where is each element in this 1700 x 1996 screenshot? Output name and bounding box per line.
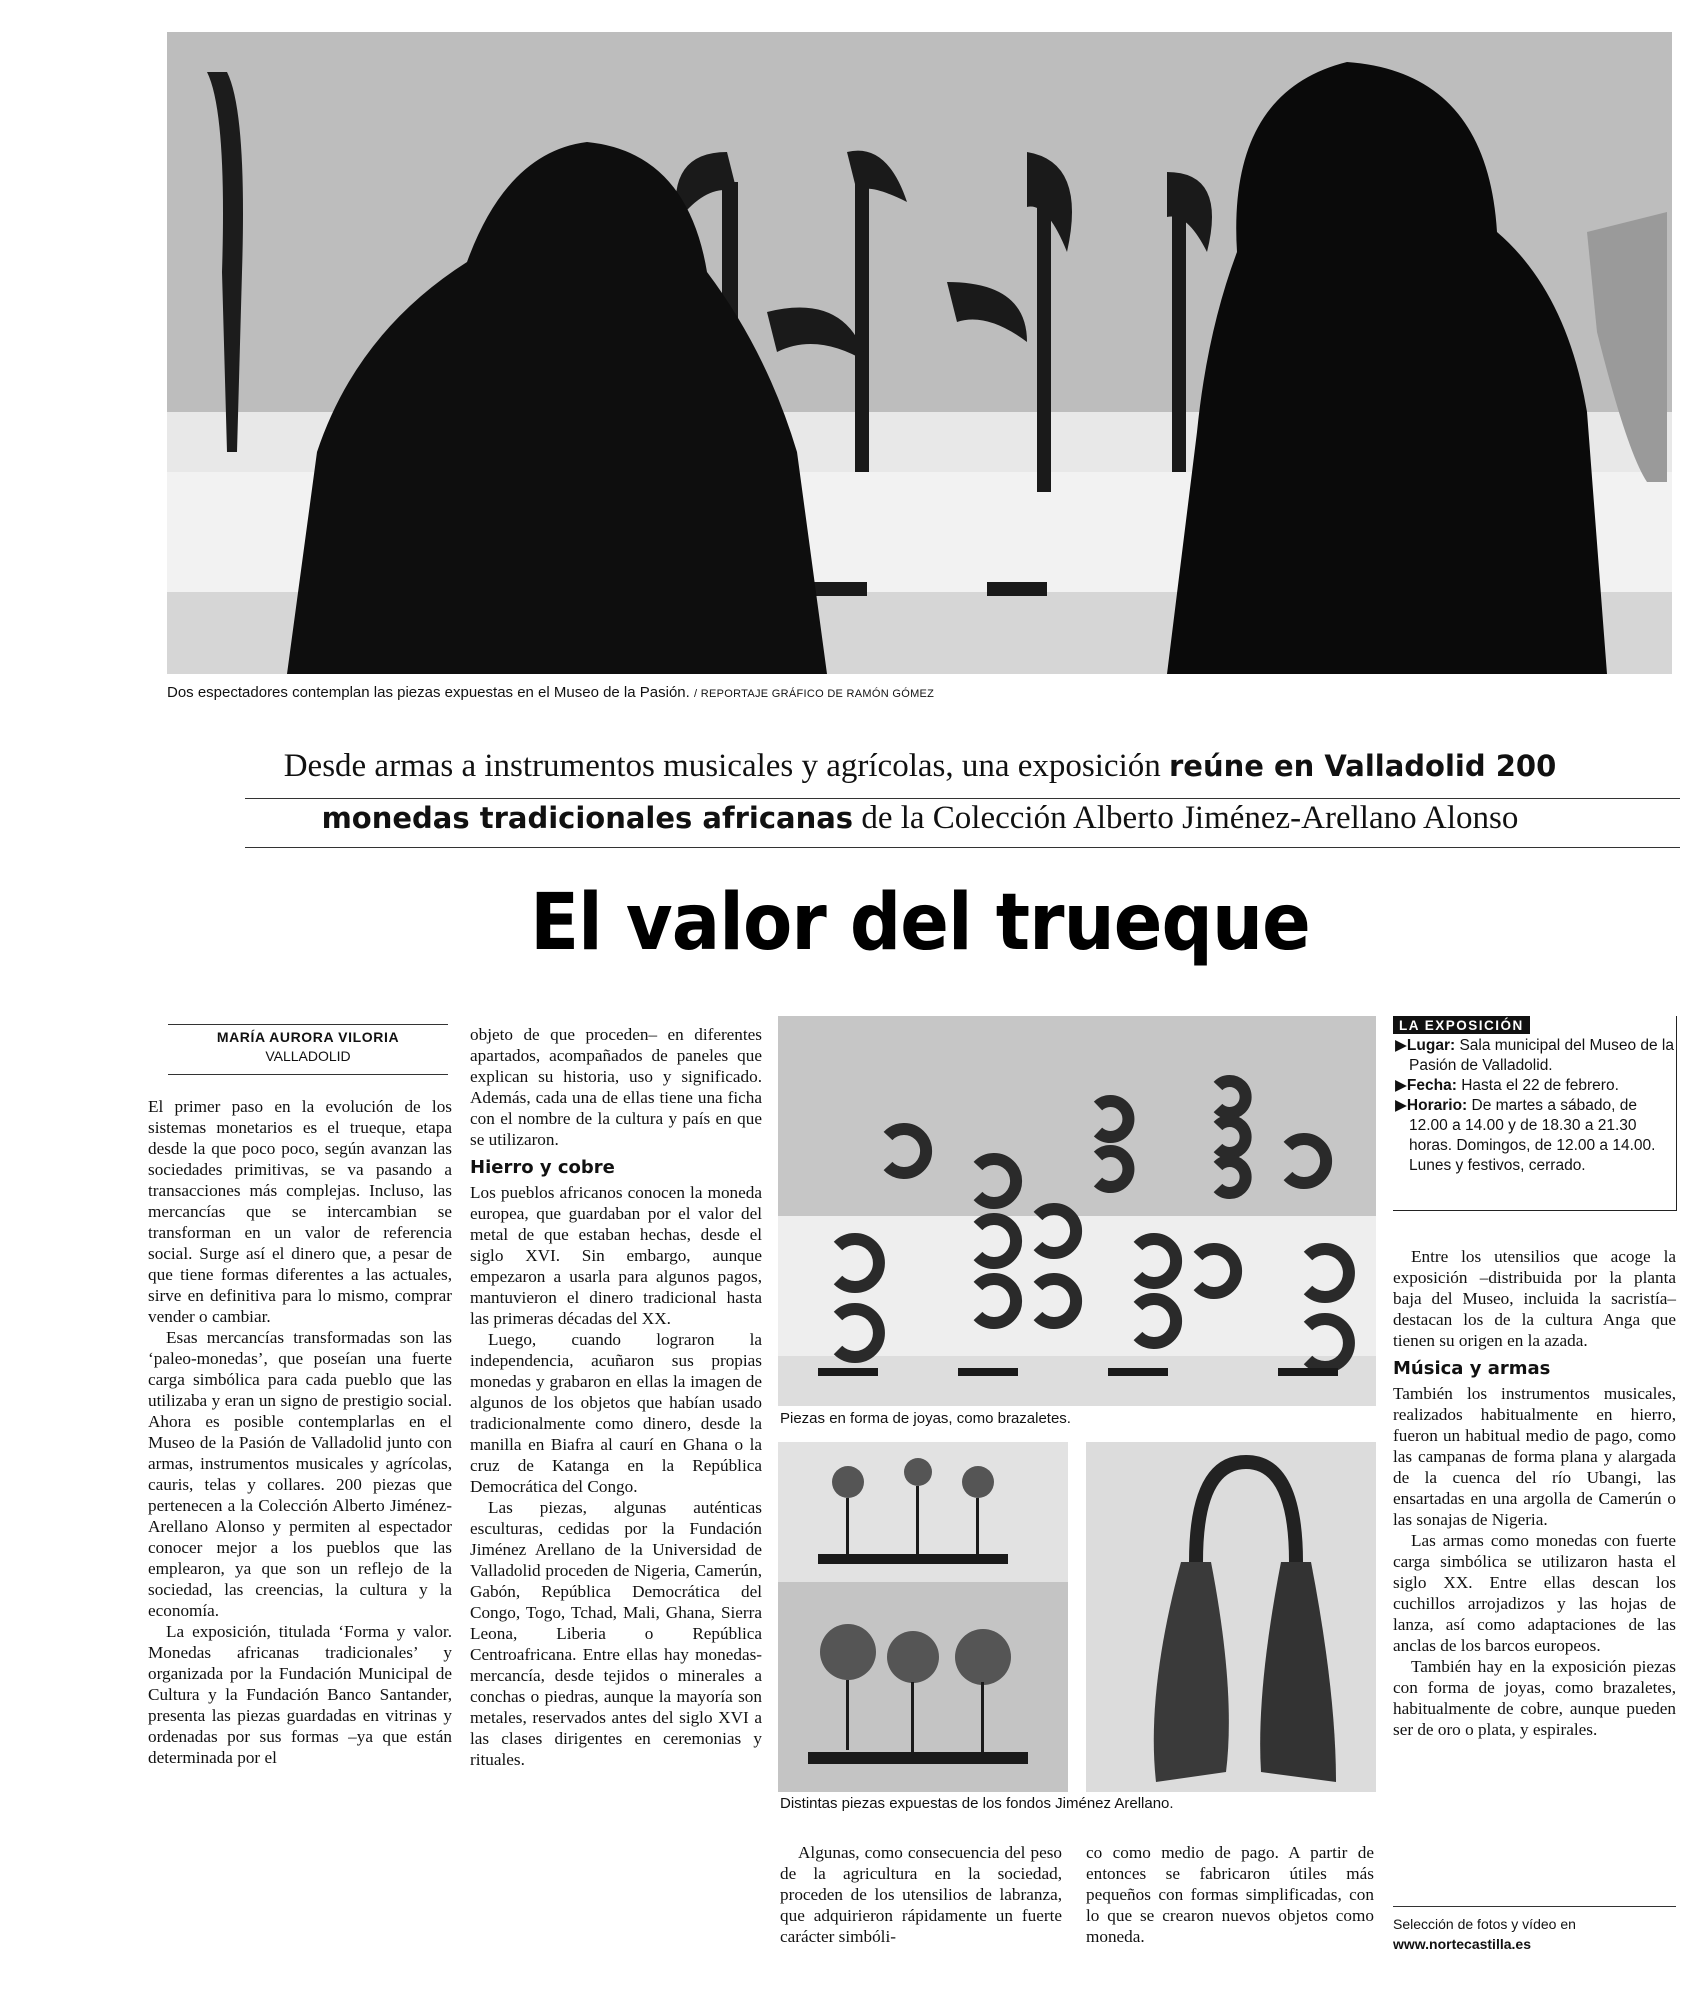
col2-paragraph-3: Las piezas, algunas auténticas esculturas, cedidas por la Fundación Jiménez Arellano de la Universidad de Valladolid proceden de Nigeria, Camerún, Gabón, República Democrática del Congo, Togo, Tchad, Mali, Ghana, Sierra Leona, Liberia o República Centroafricana. Entre ellas hay monedas-mercancía, desde tejidos o minerales a conchas o piedras, aunque la mayoría son metales, reservados antes del siglo XVI a las clases dirigentes en ceremonias y rituales. (470, 1498, 762, 1769)
subtitle-line-1 (160, 748, 1680, 785)
footer-rule (1393, 1906, 1676, 1907)
column-3a (780, 1842, 1062, 1947)
col2-paragraph-2: Luego, cuando lograron la independencia, acuñaron sus propias monedas y grabaron en ellas la imagen de algunos de los objetos que habían usado tradicionalmente como dinero, desde la manilla en Biafra al caurí en Ghana o la cruz de Katanga en la República Democrática del Congo. (470, 1330, 762, 1496)
pieces-photo-left (778, 1442, 1068, 1792)
bullet-arrow-icon: ▶ (1395, 1077, 1407, 1094)
infobox-tag: LA EXPOSICIÓN (1393, 1016, 1530, 1034)
byline (168, 1028, 448, 1066)
bullet-arrow-icon: ▶ (1395, 1037, 1407, 1054)
infobox-date-text: Hasta el 22 de febrero. (1456, 1077, 1619, 1094)
infobox-place-label: Lugar: (1406, 1037, 1456, 1054)
photo-credit: / REPORTAJE GRÁFICO DE RAMÓN GÓMEZ (693, 688, 935, 700)
subtitle-line-1-bold: reúne en Valladolid 200 (1168, 749, 1557, 783)
infobox-hours-label: Horario: (1406, 1097, 1468, 1114)
col1-paragraph-2: Esas mercancías transformadas son las ‘paleo-monedas’, que poseían una fuerte carga simbólica para cada pueblo que las utilizaba y eran un signo de prestigio social. Ahora es posible contemplarlas en el Museo de la Pasión de Valladolid junto con armas, instrumentos musicales y agrícolas, cauris, telas y collares. 200 piezas que pertenecen a la Colección Alberto Jiménez-Arellano Alonso y permiten al espectador conocer mejor a los pueblos que las emplearon, ya que son un reflejo de la sociedad, las creencias, la cultura y la economía. (148, 1328, 452, 1620)
footer-text: Selección de fotos y vídeo en (1393, 1916, 1576, 1932)
infobox-place-text: Sala municipal del Museo de la Pasión de Valladolid. (1409, 1037, 1674, 1074)
column-4 (1393, 1246, 1676, 1740)
col3b-paragraph: co como medio de pago. A partir de entonces se fabricaron útiles más pequeños con formas simplificadas, con lo que se crearon nuevos objetos como moneda. (1086, 1843, 1374, 1946)
col4-intro: Entre los utensilios que acoge la exposición –distribuida por la planta baja del Museo, incluida la sacristía– destacan los de la cultura Anga que tienen su origen en la azada. (1393, 1247, 1676, 1350)
column-3b (1086, 1842, 1374, 1947)
pieces-caption: Distintas piezas expuestas de los fondos Jiménez Arellano. (780, 1795, 1174, 1812)
column-1 (148, 1096, 452, 1768)
exhibition-infobox (1393, 1016, 1677, 1211)
column-2 (470, 1024, 762, 1770)
top-photo-caption-text: Dos espectadores contemplan las piezas expuestas en el Museo de la Pasión. (167, 684, 690, 701)
byline-rule (168, 1024, 448, 1025)
footer (1393, 1914, 1683, 1954)
infobox-date-label: Fecha: (1406, 1077, 1457, 1094)
subtitle-bottom-rule (245, 847, 1680, 848)
bracelets-photo (778, 1016, 1376, 1406)
col1-paragraph-1: El primer paso en la evolución de los sistemas monetarios es el trueque, etapa desde la que poco poco, según avanzan las sociedades primitivas, se va pasando a transacciones más complejas. Incluso, las mercancías que se intercambian se transforman en un valor de referencia social. Surge así el dinero que, a pesar de que tiene formas diferentes a las actuales, sirve en definitiva para lo mismo, comprar vender o cambiar. (148, 1097, 452, 1326)
subtitle-rule (245, 798, 1680, 799)
col4-paragraph-2: Las armas como monedas con fuerte carga simbólica se utilizaron hasta el siglo XX. Entre ellas descan los cuchillos arrojadizos y las hojas de lanza, así como adaptaciones de las anclas de los barcos europeos. (1393, 1531, 1676, 1655)
infobox-item-place (1395, 1036, 1676, 1076)
col2-heading: Hierro y cobre (470, 1157, 615, 1178)
col4-paragraph-3: También hay en la exposición piezas con forma de joyas, como brazaletes, habitualmente de cobre, aunque pueden ser de oro o plata, y espirales. (1393, 1657, 1676, 1739)
col4-heading: Música y armas (1393, 1358, 1551, 1379)
byline-bottom-rule (168, 1074, 448, 1075)
headline: El valor del trueque (530, 878, 1310, 968)
subtitle-line-1-plain: Desde armas a instrumentos musicales y agrícolas, una exposición (283, 748, 1169, 784)
bracelets-caption: Piezas en forma de joyas, como brazaletes. (780, 1410, 1071, 1427)
top-photo-caption (167, 684, 934, 701)
bullet-arrow-icon: ▶ (1395, 1097, 1407, 1114)
col2-intro: objeto de que proceden– en diferentes apartados, acompañados de paneles que explican su historia, uso y significado. Además, cada una de ellas tiene una ficha con el nombre de la cultura y país en que se utilizaron. (470, 1025, 762, 1149)
infobox-item-date (1395, 1076, 1676, 1096)
byline-author: MARÍA AURORA VILORIA (216, 1029, 400, 1045)
col3a-paragraph: Algunas, como consecuencia del peso de la agricultura en la sociedad, proceden de los utensilios de labranza, que adquirieron rápidamente un fuerte carácter simbóli- (780, 1843, 1062, 1946)
byline-place: VALLADOLID (265, 1048, 351, 1064)
subtitle-line-2-bold: monedas tradicionales africanas (321, 801, 854, 835)
col2-paragraph-1: Los pueblos africanos conocen la moneda europea, que guardaban por el valor del metal de que estaban hechas, desde el siglo XVI. Sin embargo, aunque empezaron a usarla para algunos pagos, mantuvieron el dinero tradicional hasta las primeras décadas del XX. (470, 1183, 762, 1328)
infobox-item-hours (1395, 1096, 1676, 1176)
top-photo (167, 32, 1672, 674)
col1-paragraph-3: La exposición, titulada ‘Forma y valor. Monedas africanas tradicionales’ y organizada por la Fundación Municipal de Cultura y la Fundación Banco Santander, presenta las piezas guardadas en vitrinas y ordenadas por sus formas –ya que están determinada por el (148, 1622, 452, 1767)
infobox-hours-text: De martes a sábado, de 12.00 a 14.00 y de 18.30 a 21.30 horas. Domingos, de 12.00 a 14.00. Lunes y festivos, cerrado. (1409, 1097, 1656, 1174)
subtitle-line-2-plain: de la Colección Alberto Jiménez-Arellano Alonso (853, 800, 1519, 836)
subtitle-line-2 (160, 800, 1680, 837)
col4-paragraph-1: También los instrumentos musicales, realizados habitualmente en hierro, fueron un habitual medio de pago, como las campanas de forma plana y alargada de la cuenca del río Ubangi, las ensartadas en una argolla de Camerún o las sonajas de Nigeria. (1393, 1384, 1676, 1529)
footer-url[interactable]: www.nortecastilla.es (1393, 1936, 1531, 1952)
pieces-photo-right (1086, 1442, 1376, 1792)
